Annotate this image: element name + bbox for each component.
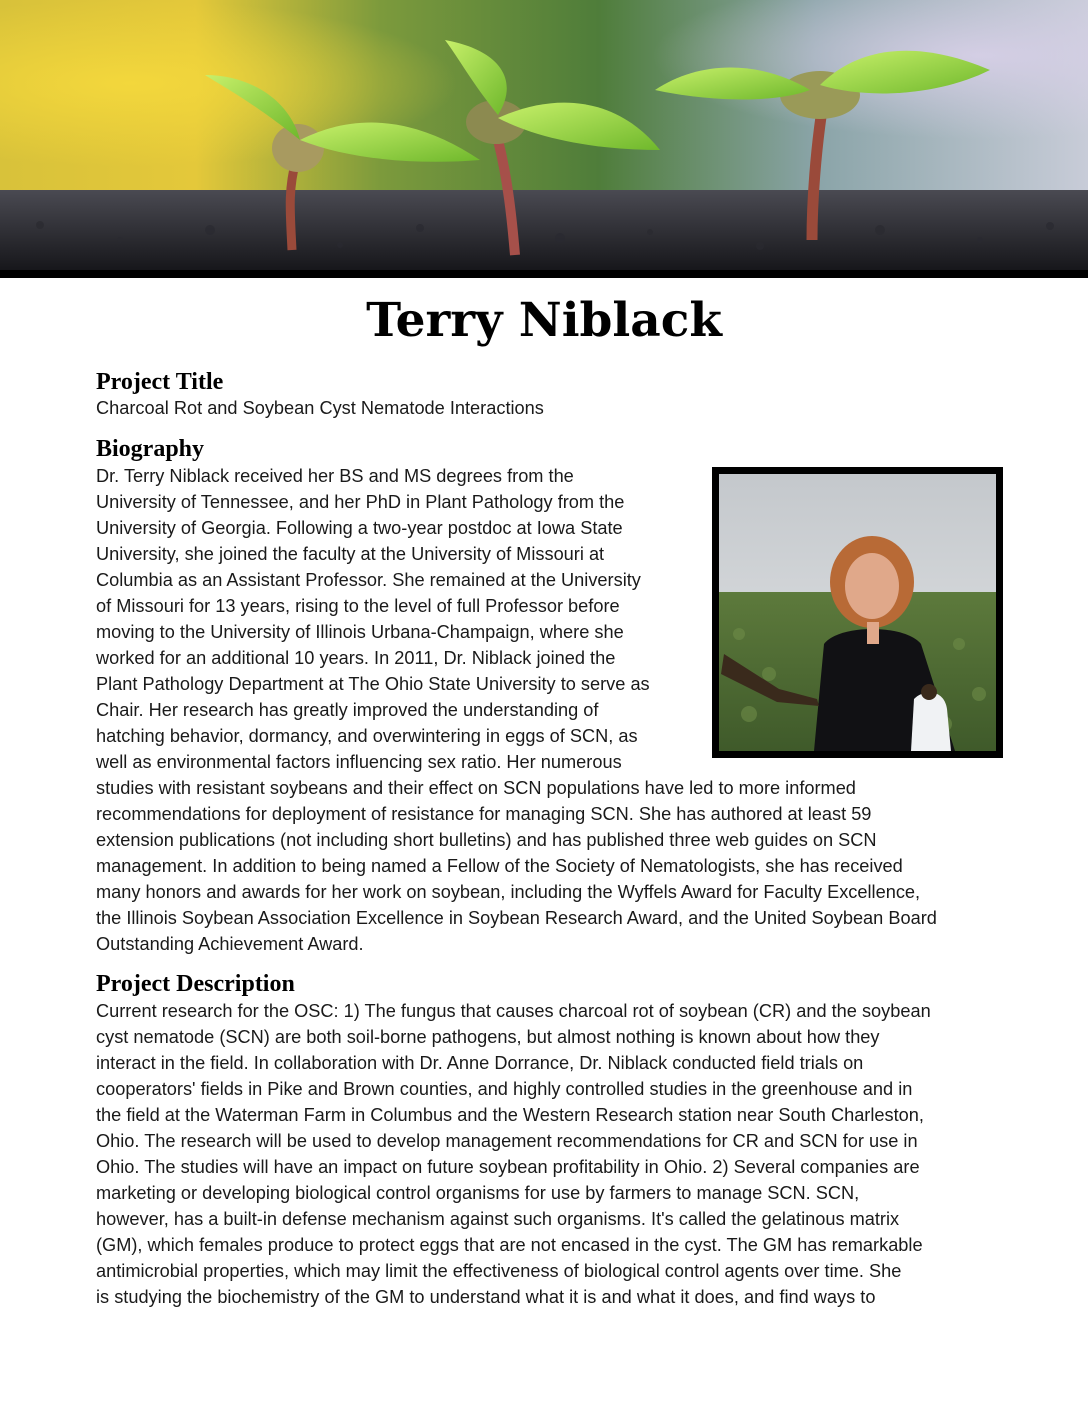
biography-line: many honors and awards for her work on soybean, including the Wyffels Award for Faculty Excellence, [96,882,921,902]
description-line: however, has a built-in defense mechanism against such organisms. It's called the gelatinous matrix [96,1209,900,1229]
description-line: antimicrobial properties, which may limit the effectiveness of biological control agents over time. She [96,1261,902,1281]
portrait-photo [712,467,1003,758]
description-line: the field at the Waterman Farm in Columbus and the Western Research station near South Charleston, [96,1105,924,1125]
project-description-heading: Project Description [96,971,295,997]
biography-line: University, she joined the faculty at the University of Missouri at [96,544,605,564]
description-line: (GM), which females produce to protect eggs that are not encased in the cyst. The GM has remarkable [96,1235,923,1255]
biography-line: well as environmental factors influencing sex ratio. Her numerous [96,752,622,772]
biography-line: the Illinois Soybean Association Excellence in Soybean Research Award, and the United Soybean Board [96,908,937,928]
project-title-heading: Project Title [96,369,224,395]
description-line: cyst nematode (SCN) are both soil-borne pathogens, but almost nothing is known about how they [96,1027,880,1047]
description-line: interact in the field. In collaboration with Dr. Anne Dorrance, Dr. Niblack conducted field trials on [96,1053,864,1073]
biography-line: recommendations for deployment of resistance for managing SCN. She has authored at least 59 [96,804,872,824]
header-banner-image [0,0,1088,278]
biography-heading: Biography [96,436,205,462]
biography-line: management. In addition to being named a Fellow of the Society of Nematologists, she has received [96,856,903,876]
biography-line: of Missouri for 13 years, rising to the level of full Professor before [96,596,620,616]
description-line: is studying the biochemistry of the GM to understand what it is and what it does, and find ways to [96,1287,876,1307]
description-line: cooperators' fields in Pike and Brown counties, and highly controlled studies in the greenhouse and in [96,1079,913,1099]
project-description-paragraph [96,998,931,1310]
description-line: Ohio. The studies will have an impact on future soybean profitability in Ohio. 2) Several companies are [96,1157,920,1177]
biography-line: Dr. Terry Niblack received her BS and MS degrees from the [96,466,574,486]
project-title-text [96,395,544,421]
biography-line: Plant Pathology Department at The Ohio State University to serve as [96,674,650,694]
biography-line: extension publications (not including short bulletins) and has published three web guides on SCN [96,830,877,850]
page-title: Terry Niblack [366,293,722,348]
biography-line: University of Tennessee, and her PhD in Plant Pathology from the [96,492,625,512]
description-line: Ohio. The research will be used to develop management recommendations for CR and SCN for use in [96,1131,918,1151]
description-line: Current research for the OSC: 1) The fungus that causes charcoal rot of soybean (CR) and the soybean [96,1001,931,1021]
biography-line: hatching behavior, dormancy, and overwintering in eggs of SCN, as [96,726,638,746]
project-title-line: Charcoal Rot and Soybean Cyst Nematode Interactions [96,398,544,418]
biography-line: University of Georgia. Following a two-year postdoc at Iowa State [96,518,623,538]
biography-line: Chair. Her research has greatly improved the understanding of [96,700,599,720]
biography-line: Outstanding Achievement Award. [96,934,364,954]
biography-line: worked for an additional 10 years. In 2011, Dr. Niblack joined the [96,648,616,668]
biography-line: studies with resistant soybeans and their effect on SCN populations have led to more informed [96,778,856,798]
biography-line: Columbia as an Assistant Professor. She remained at the University [96,570,641,590]
description-line: marketing or developing biological control organisms for use by farmers to manage SCN. SCN, [96,1183,860,1203]
biography-line: moving to the University of Illinois Urbana-Champaign, where she [96,622,624,642]
